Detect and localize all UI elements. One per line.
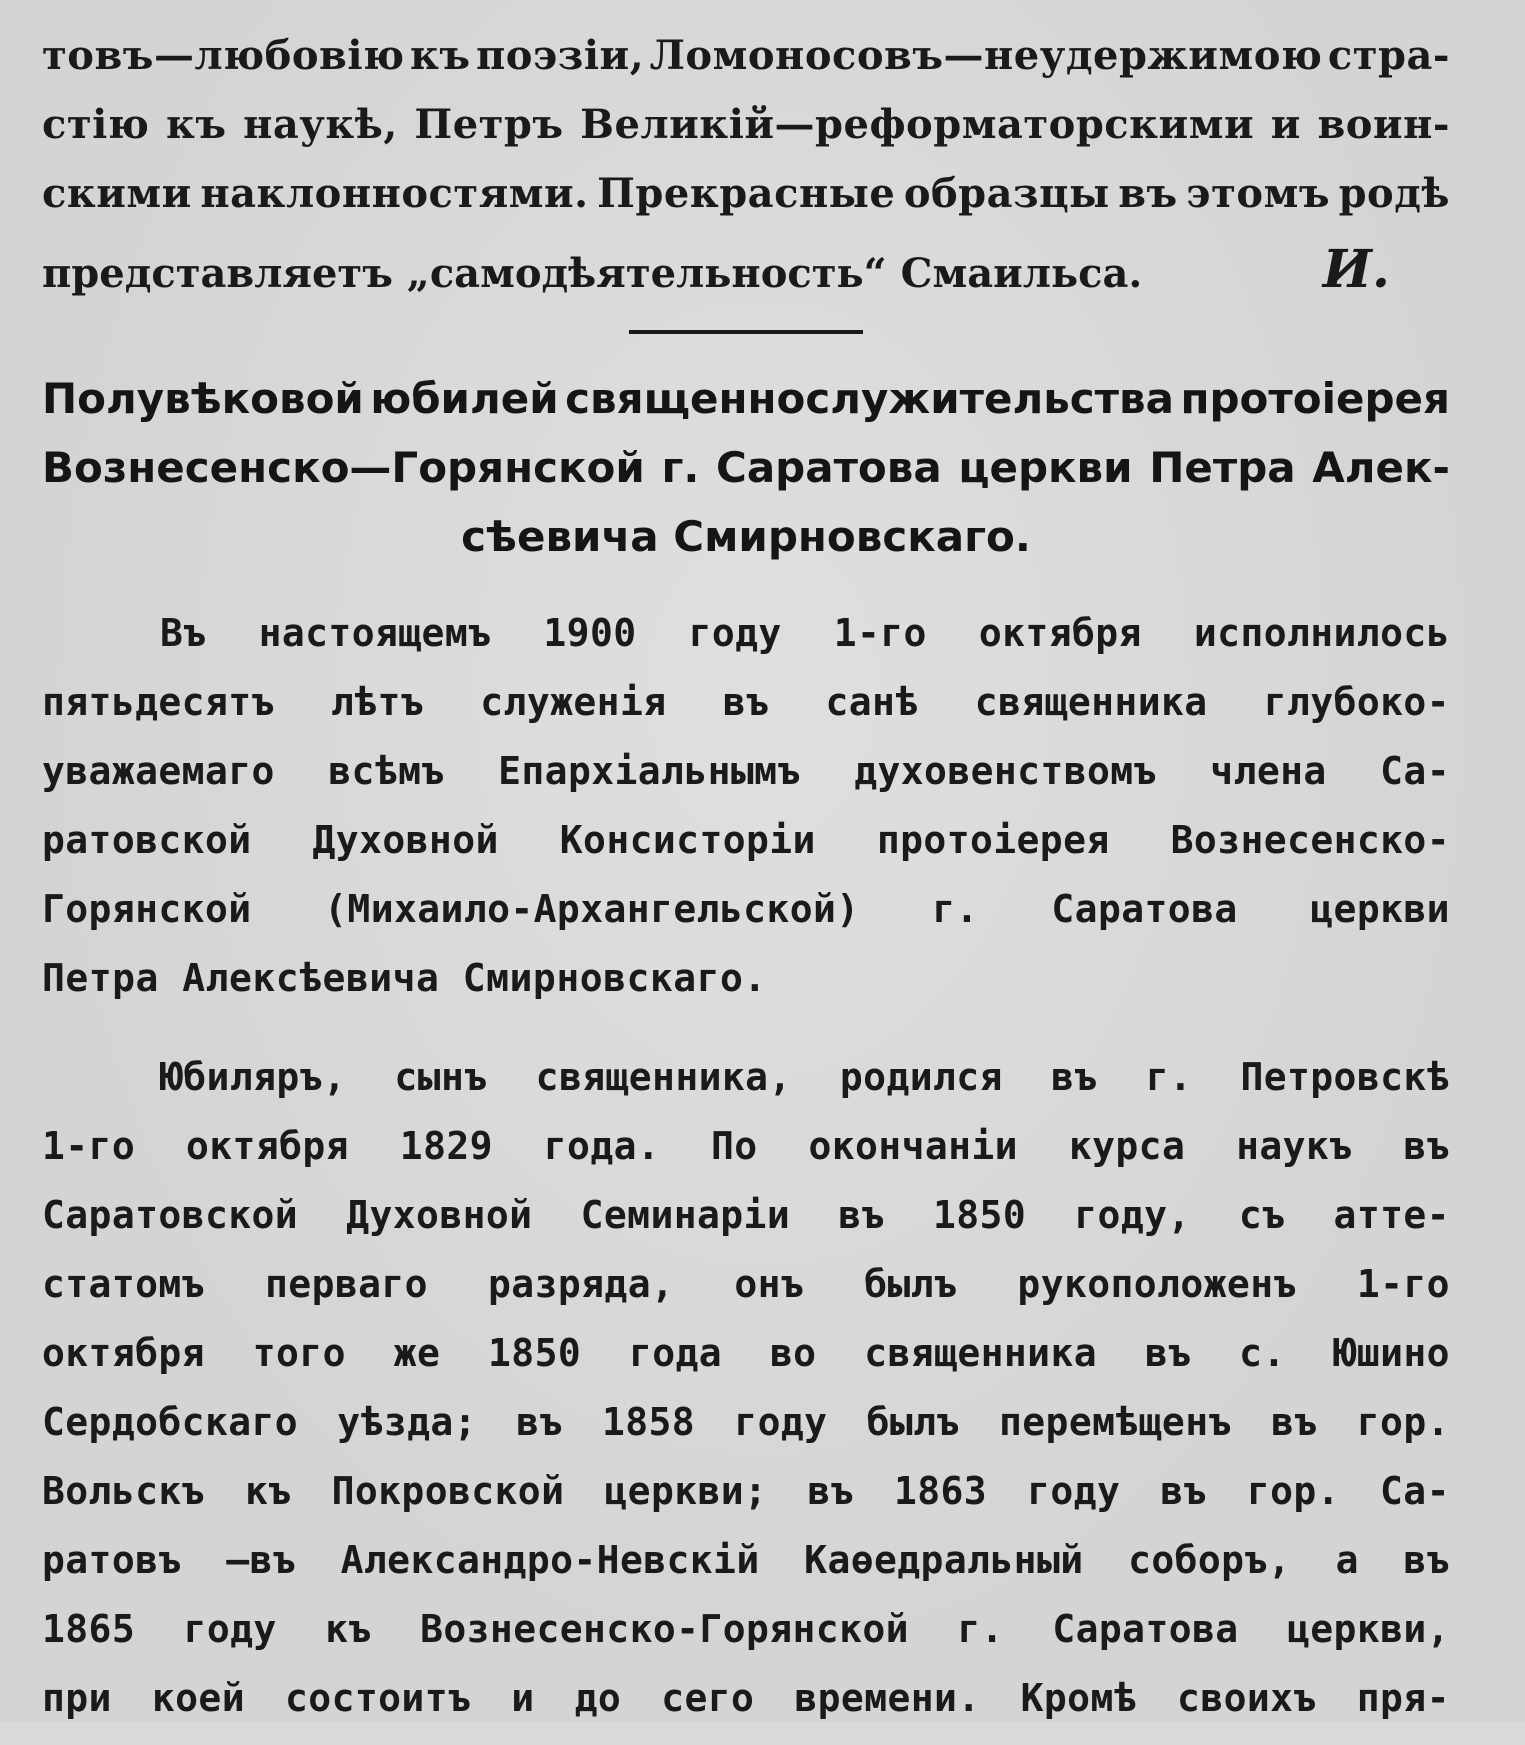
word: Александро-Невскій (340, 1538, 760, 1582)
text-line (42, 887, 1450, 956)
text-line (42, 1193, 1450, 1262)
text-line (42, 443, 1450, 512)
word: пятьдесятъ (42, 680, 275, 724)
word: ратовъ (42, 1538, 182, 1582)
word: своихъ (1177, 1676, 1317, 1720)
paragraph-line (42, 956, 1450, 1025)
word: уѣзда; (337, 1400, 477, 1444)
word: разряда, (488, 1262, 675, 1306)
word: Петръ (414, 101, 564, 148)
word: въ (1051, 1055, 1098, 1099)
word: ратовской (42, 818, 252, 862)
word: времени. (794, 1676, 981, 1720)
word: г. (1145, 1055, 1193, 1099)
text-line (42, 1124, 1450, 1193)
word: Духовной (346, 1193, 533, 1237)
word: священника, (535, 1055, 792, 1099)
word: стію (42, 101, 150, 148)
text-line (42, 1538, 1450, 1607)
word: въ (1144, 1331, 1192, 1375)
paragraph-2 (42, 1055, 1450, 1745)
text-line (42, 1055, 1450, 1124)
word: гор. (1246, 1469, 1340, 1513)
heading-center-line: сѣевича Смирновскаго. (461, 512, 1031, 561)
word: 1-го (1356, 1262, 1450, 1306)
word: того (252, 1331, 346, 1375)
word: лѣтъ (330, 680, 425, 724)
word: 1-го (833, 611, 927, 655)
word: въ (516, 1400, 563, 1444)
text-line (42, 1400, 1450, 1469)
intro-last-line (42, 239, 1450, 308)
word: г. (932, 887, 979, 931)
word: наклонностями. (200, 170, 589, 217)
word: сего (661, 1676, 755, 1720)
word: въ (1403, 1124, 1450, 1168)
text-line (42, 1331, 1450, 1400)
word: церкви (1310, 887, 1450, 931)
text-line (42, 611, 1450, 680)
word: исполнилось (1193, 611, 1450, 655)
text-line (42, 374, 1450, 443)
word: Духовной (312, 818, 499, 862)
word: воин- (1317, 101, 1450, 148)
text-line (42, 170, 1450, 239)
word: священнослужительства (565, 374, 1174, 423)
word: наукъ (1236, 1124, 1353, 1168)
word: былъ (866, 1400, 960, 1444)
word: Кромѣ (1020, 1676, 1138, 1720)
word: 1850 (933, 1193, 1027, 1237)
word: Семинаріи (580, 1193, 791, 1237)
word: 1865 (42, 1607, 136, 1651)
word: въ (1118, 170, 1178, 217)
word: Вознесенско—Горянской (42, 443, 645, 492)
word: г. (661, 443, 700, 492)
word: церкви, (1286, 1607, 1450, 1651)
word: Юбиляръ, (160, 1055, 347, 1099)
word: настоящемъ (258, 611, 492, 655)
word: съ (1238, 1193, 1286, 1237)
intro-paragraph (42, 32, 1450, 239)
text-column (42, 32, 1450, 1745)
word: году, (1074, 1193, 1191, 1237)
word: родился (839, 1055, 1003, 1099)
word: окончаніи (808, 1124, 1018, 1168)
paragraph-1 (42, 611, 1450, 1025)
word: глубоко- (1263, 680, 1450, 724)
word: перваго (265, 1262, 428, 1306)
word: духовенствомъ (854, 749, 1157, 793)
word: во (769, 1331, 817, 1375)
text-line (42, 101, 1450, 170)
word: 1829 (399, 1124, 493, 1168)
text-line (42, 1469, 1450, 1538)
article-heading (42, 374, 1450, 581)
word: къ (325, 1607, 372, 1651)
text-line (42, 32, 1450, 101)
word: октября (185, 1124, 349, 1168)
word: 1858 (601, 1400, 696, 1444)
word: при (42, 1676, 112, 1720)
word: въ (1403, 1538, 1450, 1582)
word: Великій—реформаторскими (580, 101, 1255, 148)
word: перемѣщенъ (998, 1400, 1232, 1444)
word: году (183, 1607, 277, 1651)
intro-last-line-text: представляетъ „самодѣятельность“ Смаильса. (42, 250, 1143, 297)
word: 1850 (488, 1331, 582, 1375)
word: же (393, 1331, 441, 1375)
word: протоіерея (1180, 374, 1450, 423)
word: онъ (734, 1262, 805, 1306)
word: Въ (160, 611, 207, 655)
word: с. (1239, 1331, 1286, 1375)
word: Са- (1380, 749, 1450, 793)
text-line (42, 818, 1450, 887)
word: состоитъ (285, 1676, 472, 1720)
word: Прекрасные (597, 170, 896, 217)
word: къ (165, 101, 227, 148)
word: члена (1210, 749, 1327, 793)
word: образцы (903, 170, 1110, 217)
text-line (42, 680, 1450, 749)
word: юбилей (370, 374, 559, 423)
word: коей (151, 1676, 245, 1720)
word: сынъ (394, 1055, 488, 1099)
word: атте- (1333, 1193, 1450, 1237)
word: скими (42, 170, 192, 217)
word: къ (244, 1469, 292, 1513)
author-signature: И. (1322, 239, 1390, 300)
word: гор. (1356, 1400, 1450, 1444)
word: Вознесенско- (1170, 818, 1450, 862)
word: Алек- (1312, 443, 1450, 492)
word: Са- (1380, 1469, 1450, 1513)
paragraph-1-last-line: Петра Алексѣевича Смирновскаго. (42, 956, 767, 1000)
word: церкви; (604, 1469, 768, 1513)
word: Полувѣковой (42, 374, 364, 423)
word: октября (42, 1331, 205, 1375)
word: наукѣ, (243, 101, 398, 148)
word: году (1027, 1469, 1121, 1513)
word: въ (1270, 1400, 1318, 1444)
word: Саратовской (42, 1193, 299, 1237)
word: въ (838, 1193, 885, 1237)
word: октября (978, 611, 1142, 655)
word: церкви (958, 443, 1133, 492)
word: Сердобскаго (42, 1400, 299, 1444)
word: въ (807, 1469, 854, 1513)
word: Саратова (1051, 887, 1238, 931)
word: года (628, 1331, 723, 1375)
word: Петровскѣ (1240, 1055, 1450, 1099)
word: товъ—любовію (42, 32, 405, 79)
heading-line (42, 512, 1450, 581)
word: служенія (480, 680, 667, 724)
word: протоіерея (876, 818, 1110, 862)
word: —въ (226, 1538, 297, 1582)
word: Ломоносовъ—неудержимою (649, 32, 1323, 79)
word: поэзіи, (475, 32, 645, 79)
word: стра- (1327, 32, 1450, 79)
word: Епархіальнымъ (498, 749, 801, 793)
word: году (734, 1400, 828, 1444)
word: г. (957, 1607, 1004, 1651)
word: года. (543, 1124, 661, 1168)
word: всѣмъ (328, 749, 445, 793)
word: курса (1068, 1124, 1186, 1168)
word: Каѳедральный (804, 1538, 1084, 1582)
word: до (574, 1676, 622, 1720)
word: пря- (1356, 1676, 1450, 1720)
word: санѣ (825, 680, 919, 724)
word: Вольскъ (42, 1469, 205, 1513)
word: былъ (864, 1262, 958, 1306)
word: родѣ (1338, 170, 1450, 217)
section-divider (629, 330, 863, 334)
text-line (42, 1607, 1450, 1676)
word: Горянской (42, 887, 252, 931)
text-line (42, 749, 1450, 818)
word: а (1335, 1538, 1359, 1582)
word: 1-го (42, 1124, 136, 1168)
word: статомъ (42, 1262, 205, 1306)
word: соборъ, (1128, 1538, 1292, 1582)
text-line (42, 1676, 1450, 1745)
word: Саратова (716, 443, 942, 492)
word: этомъ (1186, 170, 1331, 217)
word: священника (974, 680, 1208, 724)
word: рукоположенъ (1017, 1262, 1297, 1306)
word: въ (1160, 1469, 1207, 1513)
word: Вознесенско-Горянской (420, 1607, 909, 1651)
word: 1900 (543, 611, 637, 655)
word: уважаемаго (42, 749, 275, 793)
word: 1863 (893, 1469, 988, 1513)
word: и (1270, 101, 1301, 148)
word: Юшино (1333, 1331, 1450, 1375)
word: въ (722, 680, 770, 724)
word: священника (864, 1331, 1098, 1375)
word: Саратова (1052, 1607, 1239, 1651)
word: къ (409, 32, 471, 79)
word: (Михаило-Архангельской) (324, 887, 860, 931)
word: Покровской (331, 1469, 565, 1513)
text-line (42, 1262, 1450, 1331)
word: и (511, 1676, 535, 1720)
word: По (711, 1124, 758, 1168)
word: году (688, 611, 782, 655)
word: Консисторіи (559, 818, 816, 862)
word: Петра (1149, 443, 1296, 492)
